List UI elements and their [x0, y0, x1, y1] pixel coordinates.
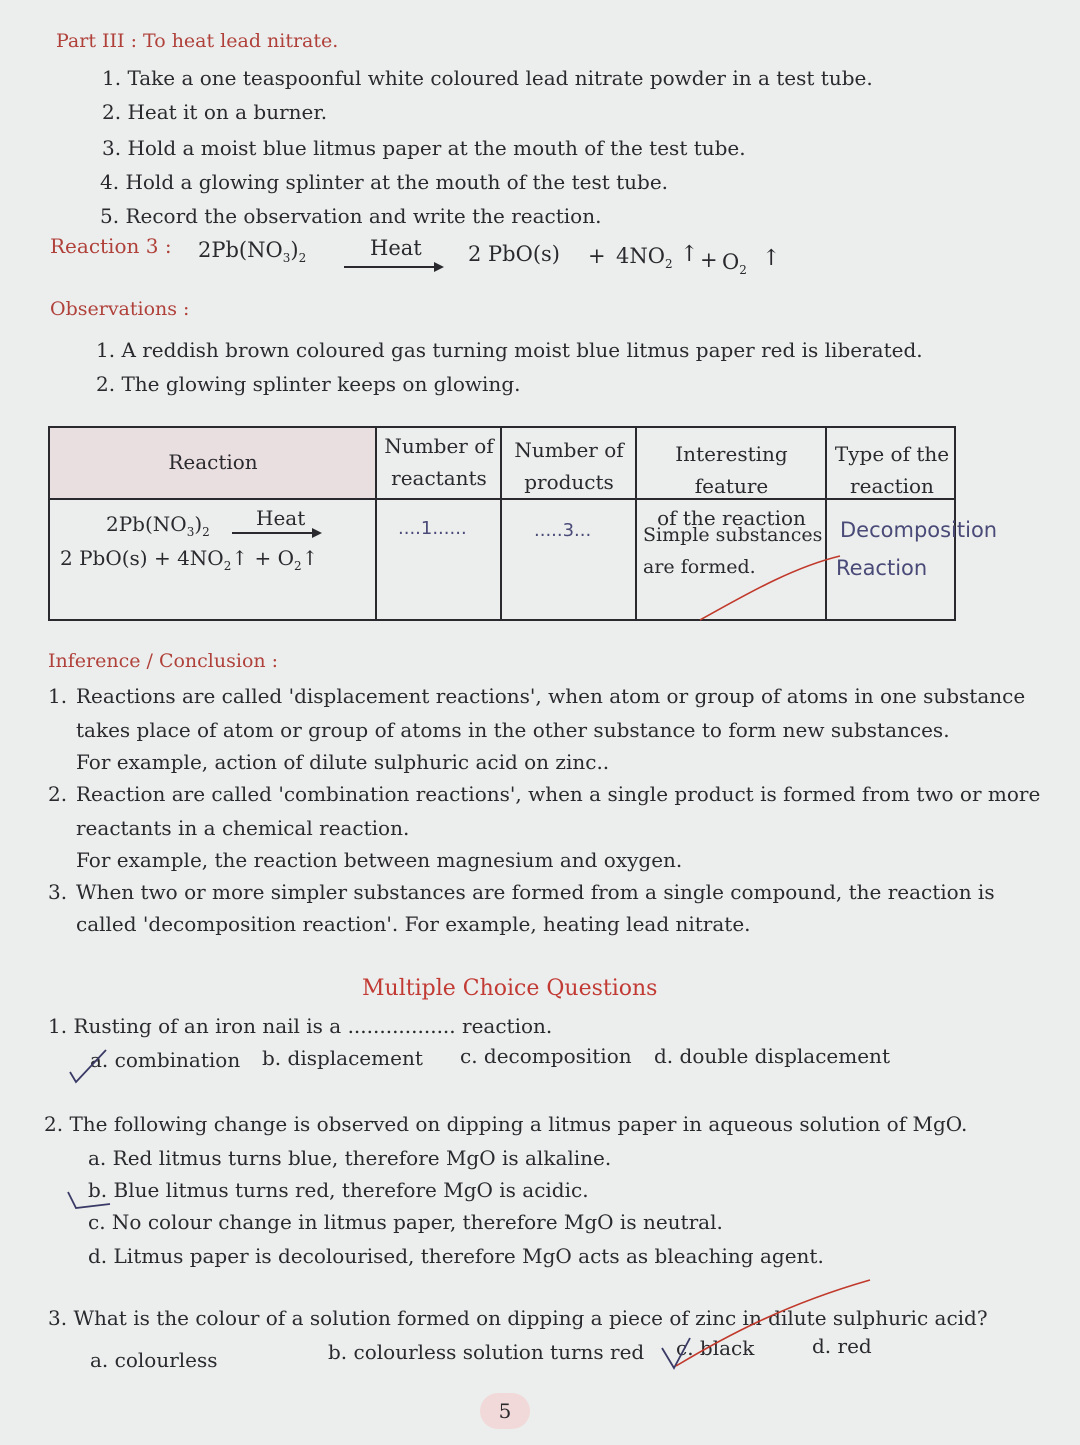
q1-option-c: c. decomposition	[460, 1044, 632, 1068]
q3-question: 3. What is the colour of a solution formed on dipping a piece of zinc in dilute sulphuric acid?	[48, 1306, 988, 1330]
reaction3-plus-1: +	[588, 244, 606, 268]
answer-type-line2: Reaction	[836, 556, 928, 580]
header-type: Type of the reaction	[834, 442, 950, 498]
conclusion-heading: Inference / Conclusion :	[48, 650, 279, 672]
q3-option-d: d. red	[812, 1334, 872, 1358]
row-heat-label: Heat	[256, 506, 306, 530]
pen-stroke	[690, 548, 850, 628]
feature-line-2: are formed.	[643, 556, 756, 578]
q2-option-a: a. Red litmus turns blue, therefore MgO is alkaline.	[88, 1146, 612, 1170]
q1-option-b: b. displacement	[262, 1046, 423, 1070]
q3-option-c: c. black	[676, 1336, 755, 1360]
step-2: 2. Heat it on a burner.	[102, 100, 328, 124]
answer-type-line1: Decomposition	[840, 518, 998, 542]
header-products: Number of products	[514, 438, 624, 494]
reaction3-plus-2: +	[700, 248, 718, 272]
reaction3-reactant: $2Pb(NO_3)_2$	[198, 238, 307, 266]
q2-option-d: d. Litmus paper is decolourised, therefore MgO acts as bleaching agent.	[88, 1244, 824, 1268]
feature-line-1: Simple substances	[643, 524, 823, 546]
conclusion-1-num: 1.	[48, 684, 68, 708]
q2-option-b: b. Blue litmus turns red, therefore MgO is acidic.	[88, 1178, 589, 1202]
step-5: 5. Record the observation and write the reaction.	[100, 204, 602, 228]
step-3: 3. Hold a moist blue litmus paper at the mouth of the test tube.	[102, 136, 746, 160]
conclusion-3-line2: called 'decomposition reaction'. For example, heating lead nitrate.	[76, 912, 751, 936]
page-number: 5	[480, 1393, 530, 1429]
tick-mark-icon	[64, 1180, 114, 1216]
conclusion-3-num: 3.	[48, 880, 68, 904]
conclusion-2-line2: reactants in a chemical reaction.	[76, 816, 410, 840]
reaction3-product-no2: $4NO_2$	[616, 244, 673, 272]
reaction3-arrow	[344, 266, 436, 268]
tick-mark-icon	[66, 1046, 112, 1086]
row-arrow-head	[312, 528, 322, 538]
q2-question: 2. The following change is observed on dipping a litmus paper in aqueous solution of MgO.	[44, 1112, 968, 1136]
q1-option-a: a. combination	[90, 1048, 241, 1072]
row-reaction-line1: $2Pb(NO_3)_2$	[106, 512, 210, 539]
gas-arrow-icon: ↑	[762, 246, 781, 271]
gas-arrow-icon: ↑	[680, 242, 699, 267]
reaction3-product-o2: $O_2$	[722, 250, 747, 278]
q1-option-d: d. double displacement	[654, 1044, 890, 1068]
conclusion-1-line1: Reactions are called 'displacement reactions', when atom or group of atoms in one substance	[76, 684, 1026, 708]
reaction3-label: Reaction 3 :	[50, 234, 172, 258]
reaction3-product-pbo: 2 PbO(s)	[468, 242, 560, 266]
row-reaction-line2: 2 $PbO(s) + 4NO_2↑$ + $O_2↑$	[60, 546, 319, 573]
observation-1: 1. A reddish brown coloured gas turning moist blue litmus paper red is liberated.	[96, 338, 923, 362]
q3-option-b: b. colourless solution turns red	[328, 1340, 645, 1364]
q3-option-a: a. colourless	[90, 1348, 218, 1372]
conclusion-2-line3: For example, the reaction between magnesium and oxygen.	[76, 848, 683, 872]
answer-reactants: ....1......	[398, 518, 467, 539]
conclusion-2-num: 2.	[48, 782, 68, 806]
part3-heading: Part III : To heat lead nitrate.	[56, 30, 339, 52]
q2-option-c: c. No colour change in litmus paper, therefore MgO is neutral.	[88, 1210, 723, 1234]
step-4: 4. Hold a glowing splinter at the mouth of the test tube.	[100, 170, 669, 194]
header-reaction: Reaction	[168, 450, 258, 474]
mcq-title: Multiple Choice Questions	[362, 976, 658, 1001]
observation-2: 2. The glowing splinter keeps on glowing.	[96, 372, 521, 396]
conclusion-1-line3: For example, action of dilute sulphuric acid on zinc..	[76, 750, 610, 774]
reaction3-arrow-head	[434, 262, 444, 272]
observations-heading: Observations :	[50, 298, 190, 320]
reaction3-heat-label: Heat	[370, 236, 422, 260]
conclusion-2-line1: Reaction are called 'combination reactions', when a single product is formed from two or more	[76, 782, 1041, 806]
q1-question: 1. Rusting of an iron nail is a ................. reaction.	[48, 1014, 553, 1038]
conclusion-3-line1: When two or more simpler substances are formed from a single compound, the reaction is	[76, 880, 995, 904]
header-reactants: Number of reactants	[384, 434, 494, 490]
answer-products: .....3...	[534, 520, 592, 541]
step-1: 1. Take a one teaspoonful white coloured lead nitrate powder in a test tube.	[102, 66, 873, 90]
row-arrow	[232, 532, 314, 534]
tick-mark-icon	[656, 1276, 876, 1376]
header-feature: Interesting feature of the reaction	[657, 442, 806, 530]
conclusion-1-line2: takes place of atom or group of atoms in the other substance to form new substances.	[76, 718, 950, 742]
